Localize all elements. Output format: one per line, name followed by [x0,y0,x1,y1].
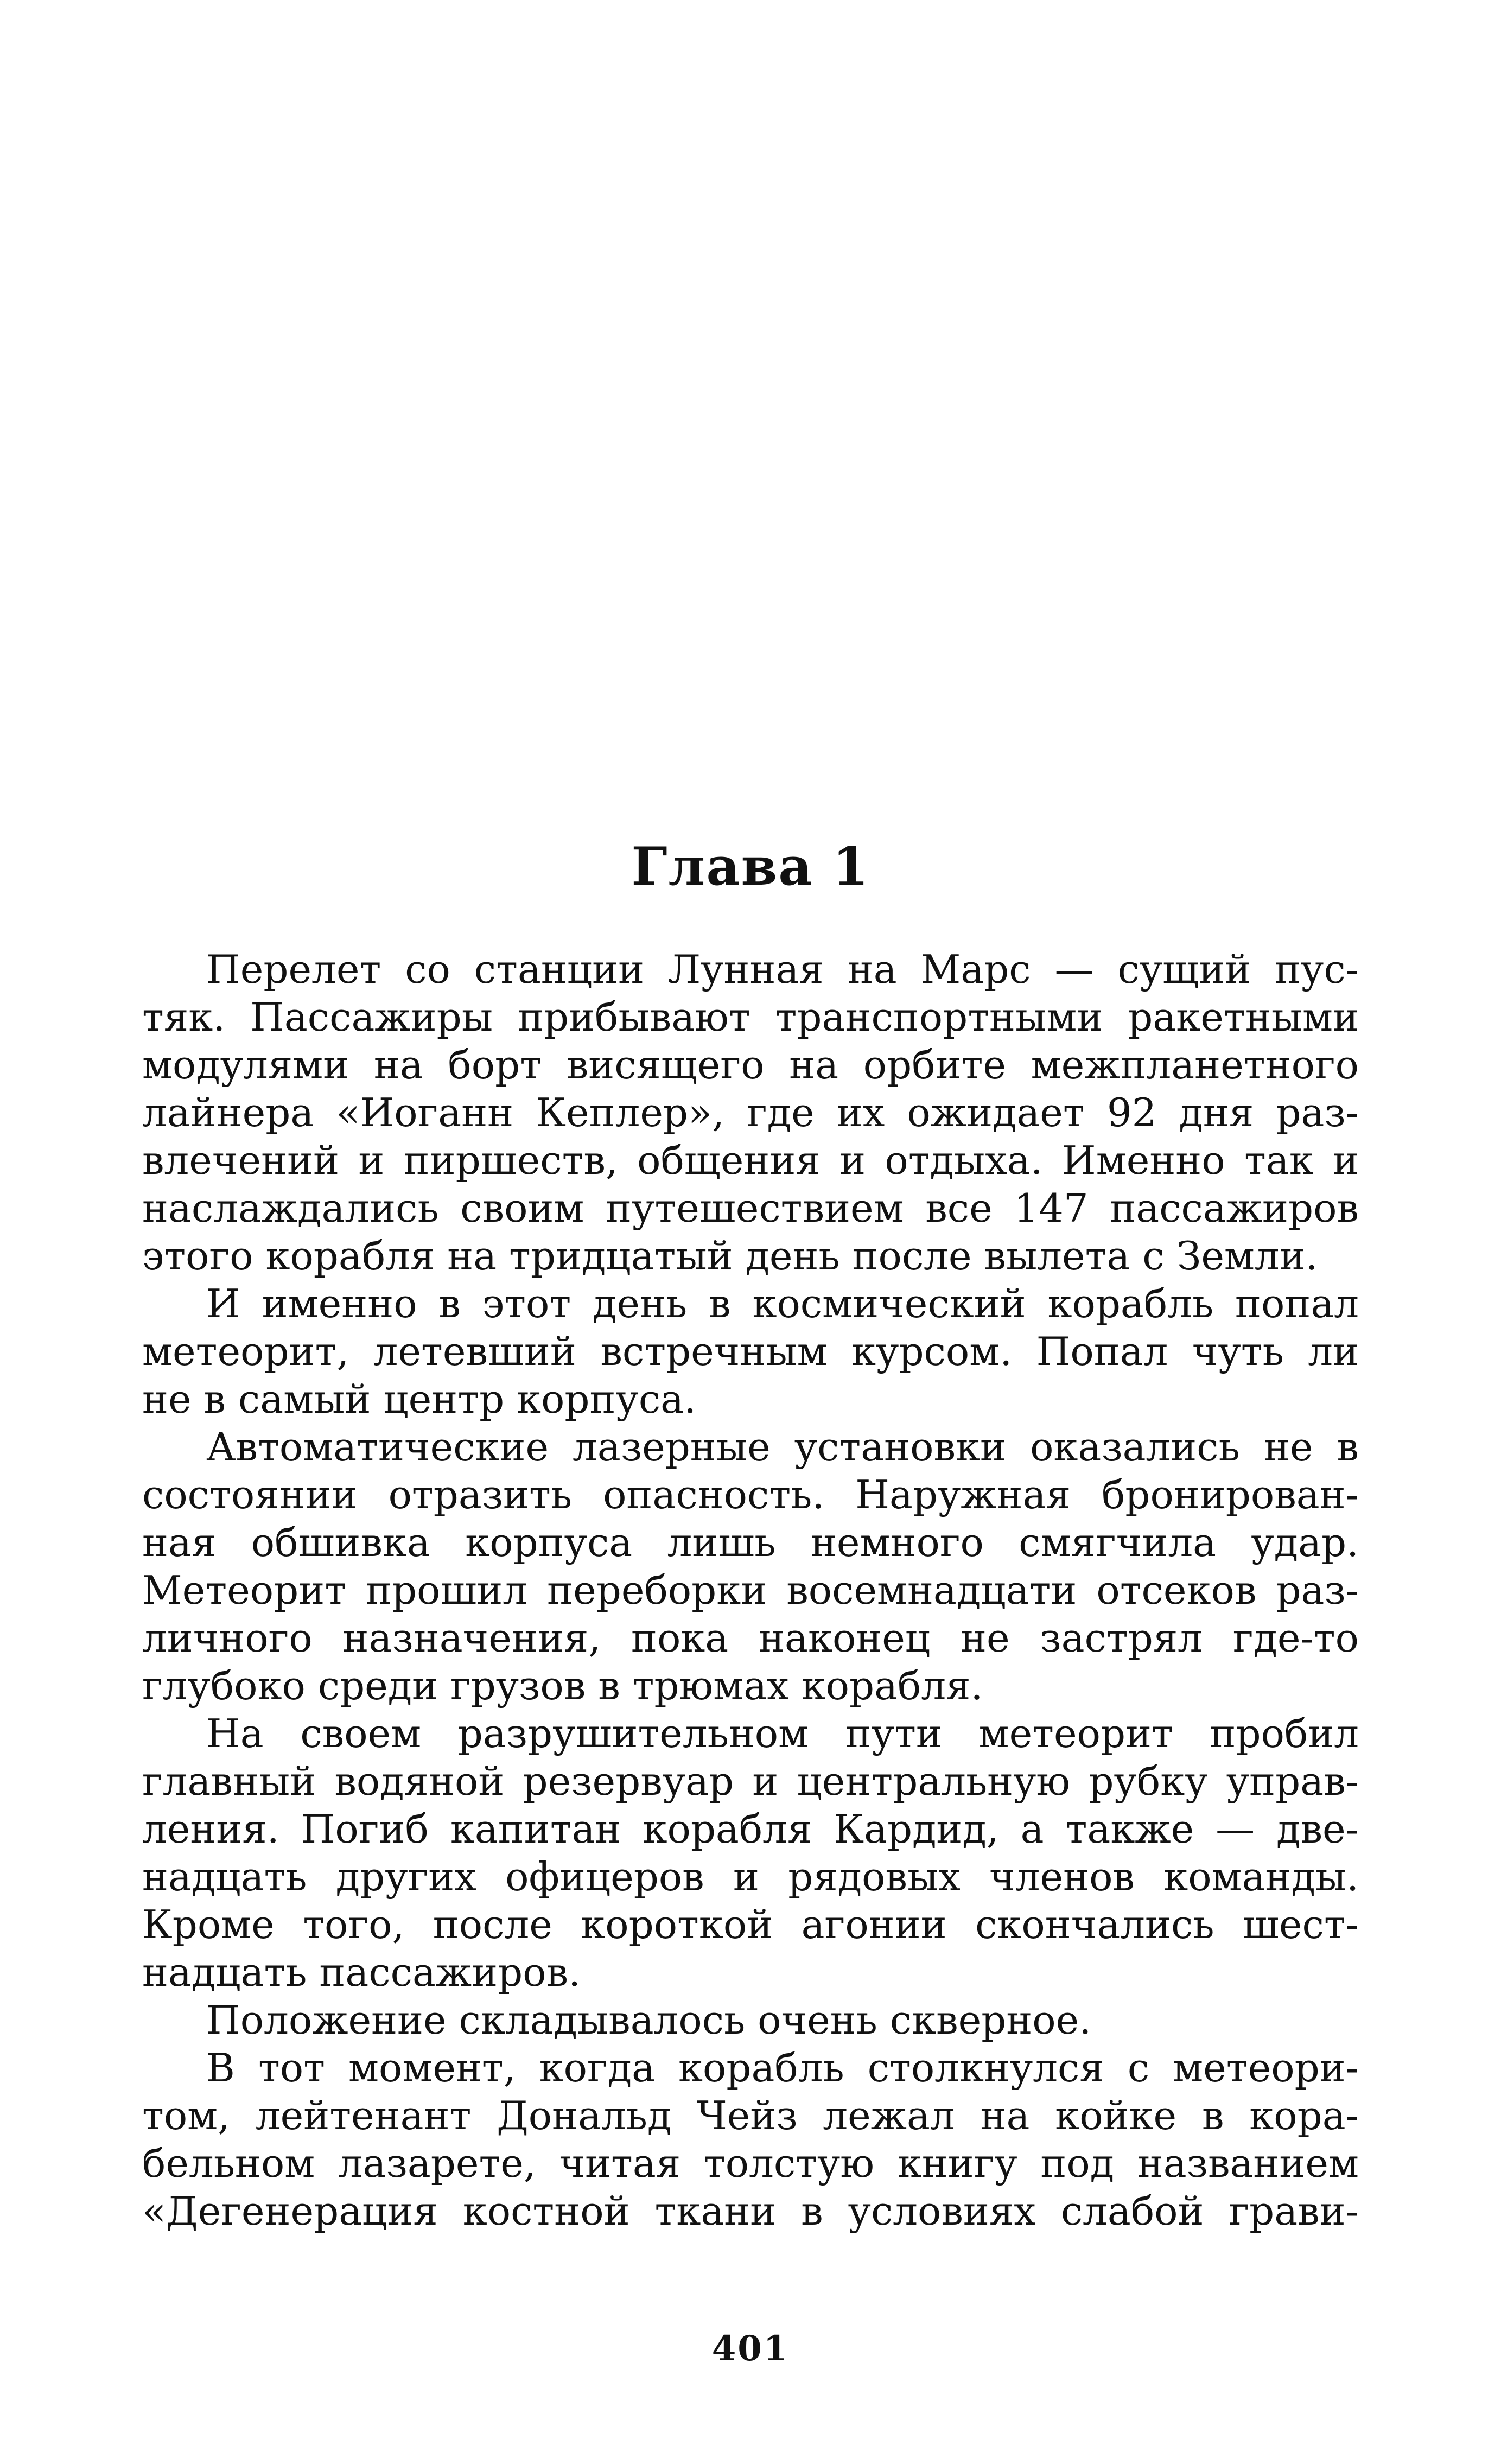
text-line: И именно в этот день в космический корабль попал [206,1281,1359,1326]
text-line: «Дегенерация костной ткани в условиях слабой грави- [142,2188,1359,2234]
text-line: бельном лазарете, читая толстую книгу под названием [142,2141,1359,2186]
text-line: Положение складывалось очень скверное. [206,1997,1092,2043]
chapter-title: Глава 1 [631,836,870,897]
text-line: влечений и пиршеств, общения и отдыха. Именно так и [142,1138,1359,1183]
text-line: Перелет со станции Лунная на Марс — сущий пус- [206,947,1359,992]
text-line: том, лейтенант Дональд Чейз лежал на койке в кора- [142,2093,1359,2138]
text-line: наслаждались своим путешествием все 147 пассажиров [142,1185,1359,1231]
text-line: состоянии отразить опасность. Наружная бронирован- [142,1472,1359,1517]
text-line: Автоматические лазерные установки оказались не в [206,1424,1359,1470]
text-line: ления. Погиб капитан корабля Кардид, а также — две- [142,1806,1359,1852]
page-number: 401 [711,2328,790,2369]
text-line: модулями на борт висящего на орбите межпланетного [142,1042,1359,1088]
chapter-body [142,945,1359,2235]
text-line: личного назначения, пока наконец не застрял где-то [142,1615,1359,1661]
text-line: В тот момент, когда корабль столкнулся с метеори- [206,2045,1359,2091]
text-line: глубоко среди грузов в трюмах корабля. [142,1663,983,1709]
text-line: Кроме того, после короткой агонии скончались шест- [142,1902,1359,1947]
text-line: Метеорит прошил переборки восемнадцати отсеков раз- [142,1567,1359,1613]
text-line: На своем разрушительном пути метеорит пробил [206,1711,1359,1756]
text-line: метеорит, летевший встречным курсом. Попал чуть ли [142,1329,1359,1374]
text-line: лайнера «Иоганн Кеплер», где их ожидает 92 дня раз- [142,1090,1359,1135]
text-line: надцать пассажиров. [142,1949,581,1995]
text-line: главный водяной резервуар и центральную рубку управ- [142,1758,1359,1804]
text-line: надцать других офицеров и рядовых членов команды. [142,1854,1359,1900]
text-line: тяк. Пассажиры прибывают транспортными ракетными [142,994,1359,1040]
text-line: этого корабля на тридцатый день после вылета с Земли. [142,1233,1318,1279]
text-line: не в самый центр корпуса. [142,1376,696,1422]
text-line: ная обшивка корпуса лишь немного смягчила удар. [142,1520,1359,1565]
